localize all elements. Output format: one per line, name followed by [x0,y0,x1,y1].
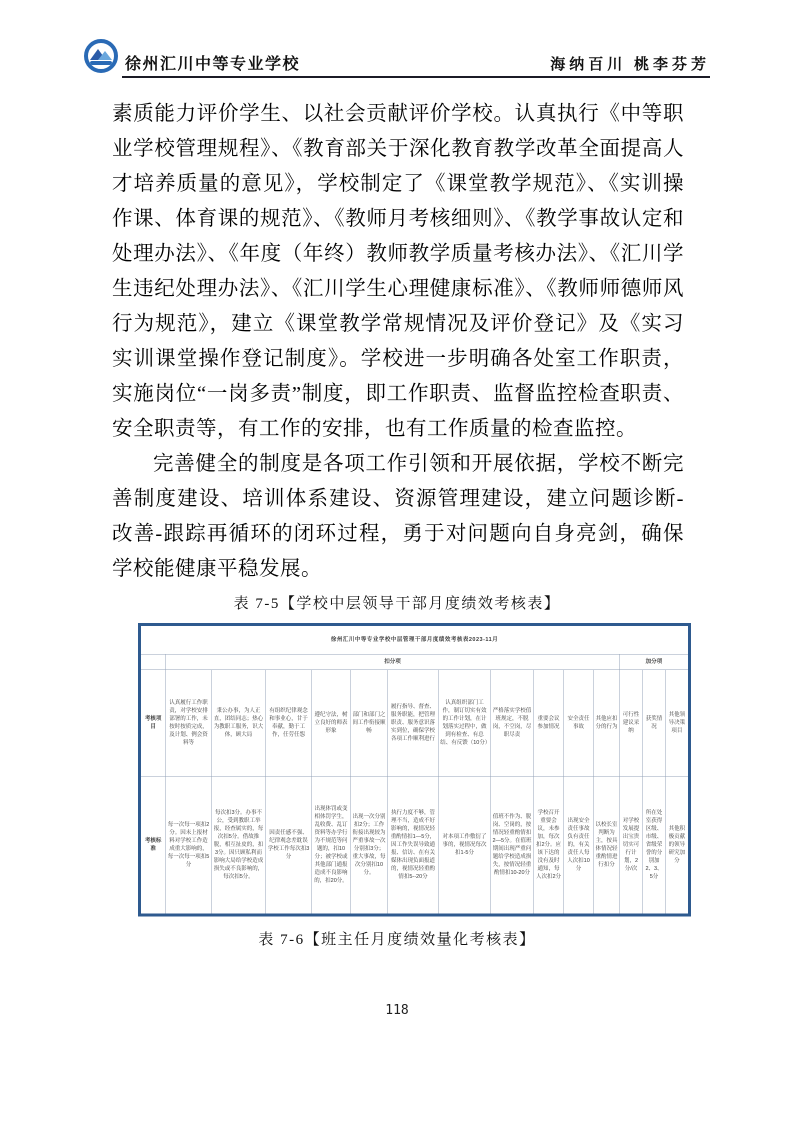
assessment-table-region [138,623,688,911]
standard-cell: 对学校发展提出宝贵切实可行计划，2分/次 [620,776,643,915]
deduction-section-header: 扣分项 [166,654,620,670]
item-cell: 认真履行工作职责，对学校安排部署的工作，未按时按质完成，及计划、例会资料等 [166,670,212,777]
item-cell: 秉公办事，为人正直，团结同志；热心为教职工服务，识大体，顾大局 [212,670,266,777]
paragraph-regulations: 素质能力评价学生、以社会贡献评价学校。认真执行《中等职业学校管理规程》、《教育部关于深化教育教学改革全面提高人才培养质量的意见》，学校制定了《课堂教学规范》、《实训操作课、体育课的规范》、《教师月考核细则》、《教学事故认定和处理办法》、《年度（年终）教师教学质量考核办法》、《汇川学生违纪处理办法》、《汇川学生心理健康标准》、《教师师德师风行为规范》，建立《课堂教学常规情况及评价登记》及《实习实训课堂操作登记制度》。学校进一步明确各处室工作职责，实施岗位“一岗多责”制度，即工作职责、监督监控检查职责、安全职责等，有工作的安排，也有工作质量的检查监控。 [112,103,684,440]
table-7-6-caption: 表 7-6【班主任月度绩效量化考核表】 [258,932,536,948]
logo-banner-shape [90,61,112,65]
standard-cell: 出现安全责任事故负有责任的，有关责任人每人次扣10分 [564,776,594,915]
row-label-items: 考核项目 [140,670,166,777]
standard-cell: 值班不作为、脱岗、空岗的，按情况轻重酌情扣2—5分。在值班期间出现严重问题给学校造成损失，按情况轻重酌情扣10-20分 [491,776,534,915]
standard-cell: 所在处室获得区级、市级、省级荣誉的分别加2、3、5分 [643,776,666,915]
standard-cell: 执行力度不够，管理不当，造成不好影响的，视情况轻重酌情扣1—5分，因工作失误导致通报、信访、在有关媒体出现负面报道的，视情况轻重酌情扣5--20分 [388,776,439,915]
row-label-standards: 考核标准 [140,776,166,915]
corner-cell [140,654,166,670]
standard-cell: 对本项工作敷衍了事的，视情况每次扣1-5分 [439,776,491,915]
item-cell: 安全责任事故 [564,670,594,777]
bonus-section-header: 加分项 [620,654,690,670]
body-text-block [112,97,684,587]
item-cell: 认真组织部门工作，制订切实有效的工作计划，在计划落实过程中，做到有检查、有总结、有反馈（10分） [439,670,491,777]
standard-cell: 以校长室判断为主，按具体情况轻重酌情进行扣分 [594,776,620,915]
item-cell: 遵纪守法，树立良好的师表形象 [312,670,351,777]
item-cell: 可行性建议采纳 [620,670,643,777]
standard-cell: 每一次每一项扣2分。因未上报材料对学校工作造成重大影响的，每一次每一项扣5分 [166,776,212,915]
header-rule [122,76,710,78]
school-logo-icon [84,39,118,73]
item-cell: 严格落实学校值班规定，不脱岗，不空岗，尽职尽责 [491,670,534,777]
assessment-table [138,623,691,917]
page-number: 118 [385,1003,409,1018]
item-cell: 获奖情况 [643,670,666,777]
assessment-table-title: 徐州汇川中等专业学校中层管理干部月度绩效考核表2023-11月 [140,625,690,655]
logo-mountain-shape-light [98,51,112,60]
standard-cell: 学校召开重要会议，未参加，每次扣2分。应该下达的没有及时通知，每人次扣2分 [534,776,564,915]
item-cell: 部门和部门之间工作衔接顺畅 [351,670,388,777]
standard-cell: 出现体罚或变相体罚学生，乱收费、乱订资料等办学行为不规范等问题的，扣10分；被学校或其他部门通报造成不良影响的，扣20分。 [312,776,351,915]
item-cell: 重要会议参加情况 [534,670,564,777]
item-cell: 其他应扣分的行为 [594,670,620,777]
item-cell: 有组织纪律观念和事业心，甘于奉献，勤于工作，任劳任怨 [266,670,312,777]
item-cell: 履行指导、督查、服务职能，把管理职责、服务意识落实到位，确保学校各项工作顺利进行 [388,670,439,777]
table-7-5-caption: 表 7-5【学校中层领导干部月度绩效考核表】 [233,596,561,612]
header-school-name: 徐州汇川中等专业学校 [125,56,301,73]
header-motto: 海纳百川 桃李芬芳 [550,57,710,73]
paragraph-system-improvement: 完善健全的制度是各项工作引领和开展依据，学校不断完善制度建设、培训体系建设、资源管理建设，建立问题诊断-改善-跟踪再循环的闭环过程，勇于对问题向自身亮剑，确保学校能健康平稳发展。 [112,453,684,580]
standard-cell: 其他积极贡献的领导研究加分 [666,776,690,915]
standard-cell: 因责任感不强、纪律观念差耽误学校工作每次扣3分 [266,776,312,915]
standard-cell: 出现一次分别扣2分；工作衔接出现较为严重事故一次分别扣3分；重大事故，每次分别扣10分。 [351,776,388,915]
standard-cell: 每次扣3分。办事不公，受到教职工举报，经查属实的，每次扣5分。借故推脱，相互扯皮的，扣3分。因只顾私利而影响大局给学校造成损失或不良影响的，每次扣5分。 [212,776,266,915]
item-cell: 其他领导决策项目 [666,670,690,777]
